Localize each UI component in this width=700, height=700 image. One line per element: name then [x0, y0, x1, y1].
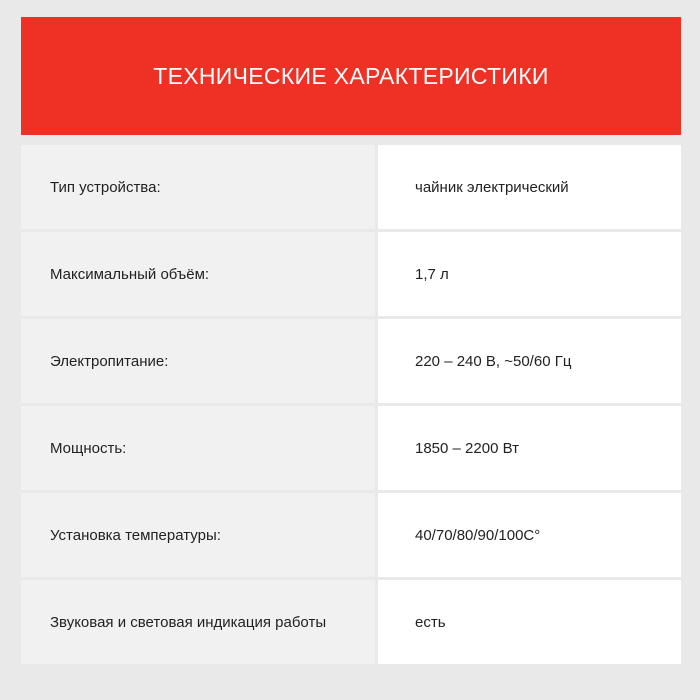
table-row: [21, 232, 681, 316]
spec-value: 40/70/80/90/100С°: [378, 493, 681, 577]
spec-label: Звуковая и световая индикация работы: [21, 580, 375, 664]
spec-value: 1850 – 2200 Вт: [378, 406, 681, 490]
table-row: [21, 493, 681, 577]
table-row: [21, 580, 681, 664]
table-row: [21, 406, 681, 490]
table-row: [21, 145, 681, 229]
page-title: ТЕХНИЧЕСКИЕ ХАРАКТЕРИСТИКИ: [153, 62, 549, 89]
spec-label: Максимальный объём:: [21, 232, 375, 316]
spec-label: Электропитание:: [21, 319, 375, 403]
spec-value: чайник электрический: [378, 145, 681, 229]
spec-label: Установка температуры:: [21, 493, 375, 577]
spec-value: 1,7 л: [378, 232, 681, 316]
table-row: [21, 319, 681, 403]
spec-table: [21, 145, 681, 667]
header-banner: [21, 17, 681, 135]
spec-label: Мощность:: [21, 406, 375, 490]
spec-value: есть: [378, 580, 681, 664]
spec-value: 220 – 240 В, ~50/60 Гц: [378, 319, 681, 403]
spec-label: Тип устройства:: [21, 145, 375, 229]
